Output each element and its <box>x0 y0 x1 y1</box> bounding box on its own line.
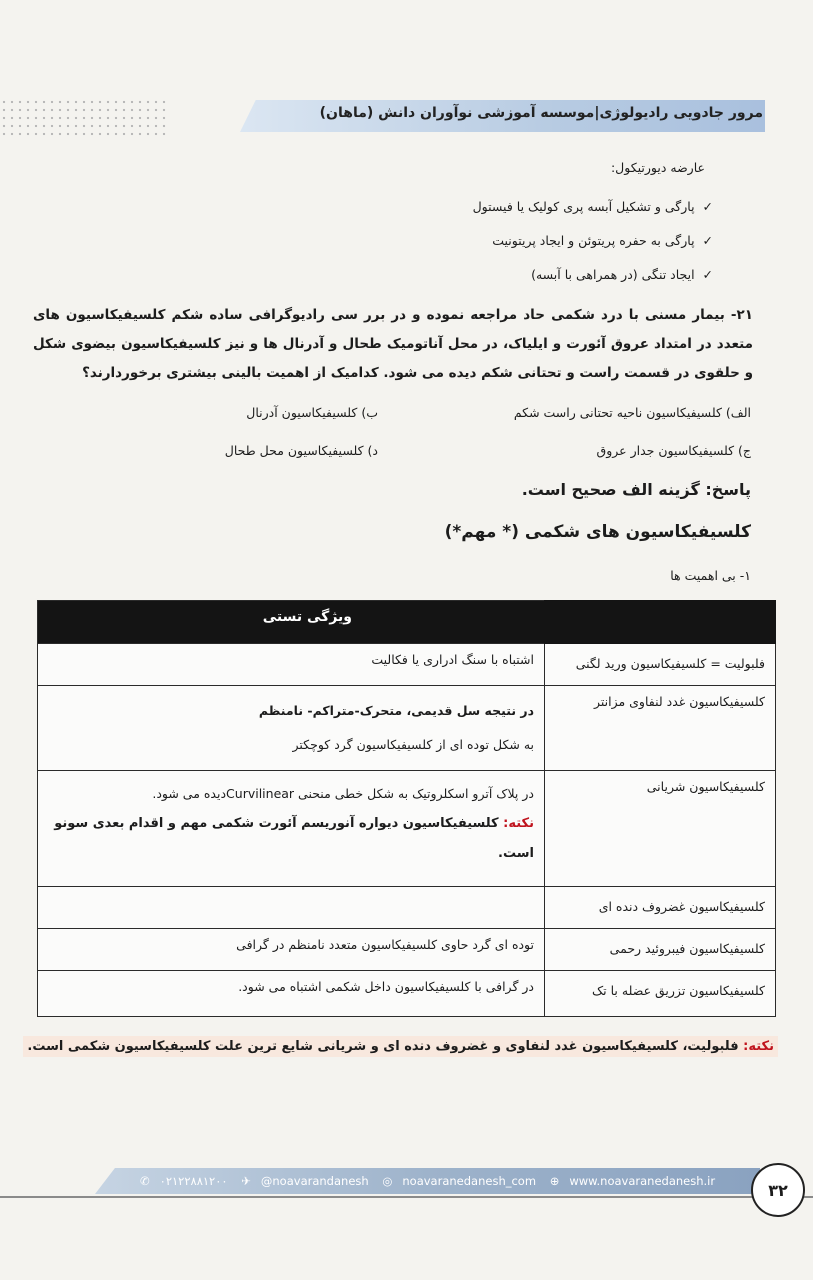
table-cell-desc: توده ای گرد حاوی کلسیفیکاسیون متعدد نامنظم در گرافی <box>38 929 545 971</box>
checkmark-icon: ✓ <box>702 199 713 214</box>
table-row <box>38 686 776 771</box>
phone-icon: ✆ <box>140 1174 150 1188</box>
complication-item: ✓ ایجاد تنگی (در همراهی با آبسه) <box>531 267 713 282</box>
table-header-row <box>38 601 776 644</box>
option-a: الف) کلسیفیکاسیون ناحیه تحتانی راست شکم <box>513 405 751 420</box>
option-d: د) کلسیفیکاسیون محل طحال <box>224 443 378 458</box>
instagram-icon: ◎ <box>382 1174 393 1188</box>
table-cell-name: کلسیفیکاسیون غضروف دنده ای <box>545 887 776 929</box>
page-number: ۳۲ <box>751 1163 805 1217</box>
question-text: ۲۱- بیمار مسنی با درد شکمی حاد مراجعه نموده و در برر سی رادیوگرافی ساده شکم کلسیفیکاسیون های متعدد در امتداد عروق آئورت و ایلیاک، در محل آناتومیک طحال و آدرنال ها و نیز کلسیفیکاسیون بیضوی شکل و حلقوی در قسمت راست و تحتانی شکم دیده می شود. کدامیک از اهمیت بالینی بیشتری برخوردارند؟ <box>33 307 753 381</box>
footer-divider <box>0 1196 813 1198</box>
table-row <box>38 887 776 929</box>
telegram-icon: ✈ <box>241 1174 251 1188</box>
complications-title: عارضه دیورتیکول: <box>610 160 705 175</box>
calcification-table <box>37 600 776 1017</box>
table-row <box>38 971 776 1017</box>
complication-item: ✓ پارگی و تشکیل آبسه پری کولیک یا فیستول <box>472 199 713 214</box>
table-header-empty <box>545 601 776 644</box>
footer-website[interactable]: www.noavaranedanesh.ir <box>569 1174 716 1188</box>
checkmark-icon: ✓ <box>702 267 713 282</box>
table-cell-name: کلسیفیکاسیون تزریق عضله با تک <box>545 971 776 1017</box>
footer-contacts <box>140 1174 725 1188</box>
summary-note: نکته: فلبولیت، کلسیفیکاسیون غدد لنفاوی و غضروف دنده ای و شریانی شایع ترین علت کلسیفیکاسیون شکمی است. <box>23 1036 778 1057</box>
section-title: کلسیفیکاسیون های شکمی (* مهم*) <box>444 522 751 542</box>
table-row <box>38 644 776 686</box>
table-cell-name: فلبولیت = کلسیفیکاسیون ورید لگنی <box>545 644 776 686</box>
table-header: ویژگی تستی <box>38 601 545 644</box>
section-subtitle: ۱- بی اهمیت ها <box>670 568 751 583</box>
option-c: ج) کلسیفیکاسیون جدار عروق <box>596 443 751 458</box>
footer-phone: ۰۲۱۲۲۸۸۱۲۰۰ <box>159 1174 228 1188</box>
table-cell-desc: در گرافی با کلسیفیکاسیون داخل شکمی اشتباه می شود. <box>38 971 545 1017</box>
globe-icon: ⊕ <box>549 1174 560 1188</box>
table-row <box>38 771 776 887</box>
table-cell-name: کلسیفیکاسیون شریانی <box>545 771 776 887</box>
option-b: ب) کلسیفیکاسیون آدرنال <box>246 405 378 420</box>
table-cell-name: کلسیفیکاسیون فیبروئید رحمی <box>545 929 776 971</box>
complication-item: ✓ پارگی به حفره پریتوئن و ایجاد پریتونیت <box>492 233 713 248</box>
footer-instagram[interactable]: noavaranedanesh_com <box>402 1174 537 1188</box>
table-cell-desc <box>38 887 545 929</box>
checkmark-icon: ✓ <box>702 233 713 248</box>
table-cell-desc: در پلاک آترو اسکلروتیک به شکل خطی منحنی Curvilinearدیده می شود. نکته: کلسیفیکاسیون دیواره آنوریسم آئورت شکمی مهم و اقدام بعدی سونو است. <box>38 771 545 887</box>
table-cell-desc: در نتیجه سل قدیمی، متحرک-متراکم- نامنظم به شکل توده ای از کلسیفیکاسیون گرد کوچکتر <box>38 686 545 771</box>
answer-text: پاسخ: گزینه الف صحیح است. <box>521 480 751 499</box>
footer-telegram[interactable]: @noavarandanesh <box>260 1174 369 1188</box>
page-header-title: مرور جادویی رادیولوژی|موسسه آموزشی نوآوران دانش (ماهان) <box>319 105 763 121</box>
table-row <box>38 929 776 971</box>
table-cell-desc: اشتباه با سنگ ادراری یا فکالیت <box>38 644 545 686</box>
decorative-dots <box>0 98 168 136</box>
table-cell-name: کلسیفیکاسیون غدد لنفاوی مزانتر <box>545 686 776 771</box>
